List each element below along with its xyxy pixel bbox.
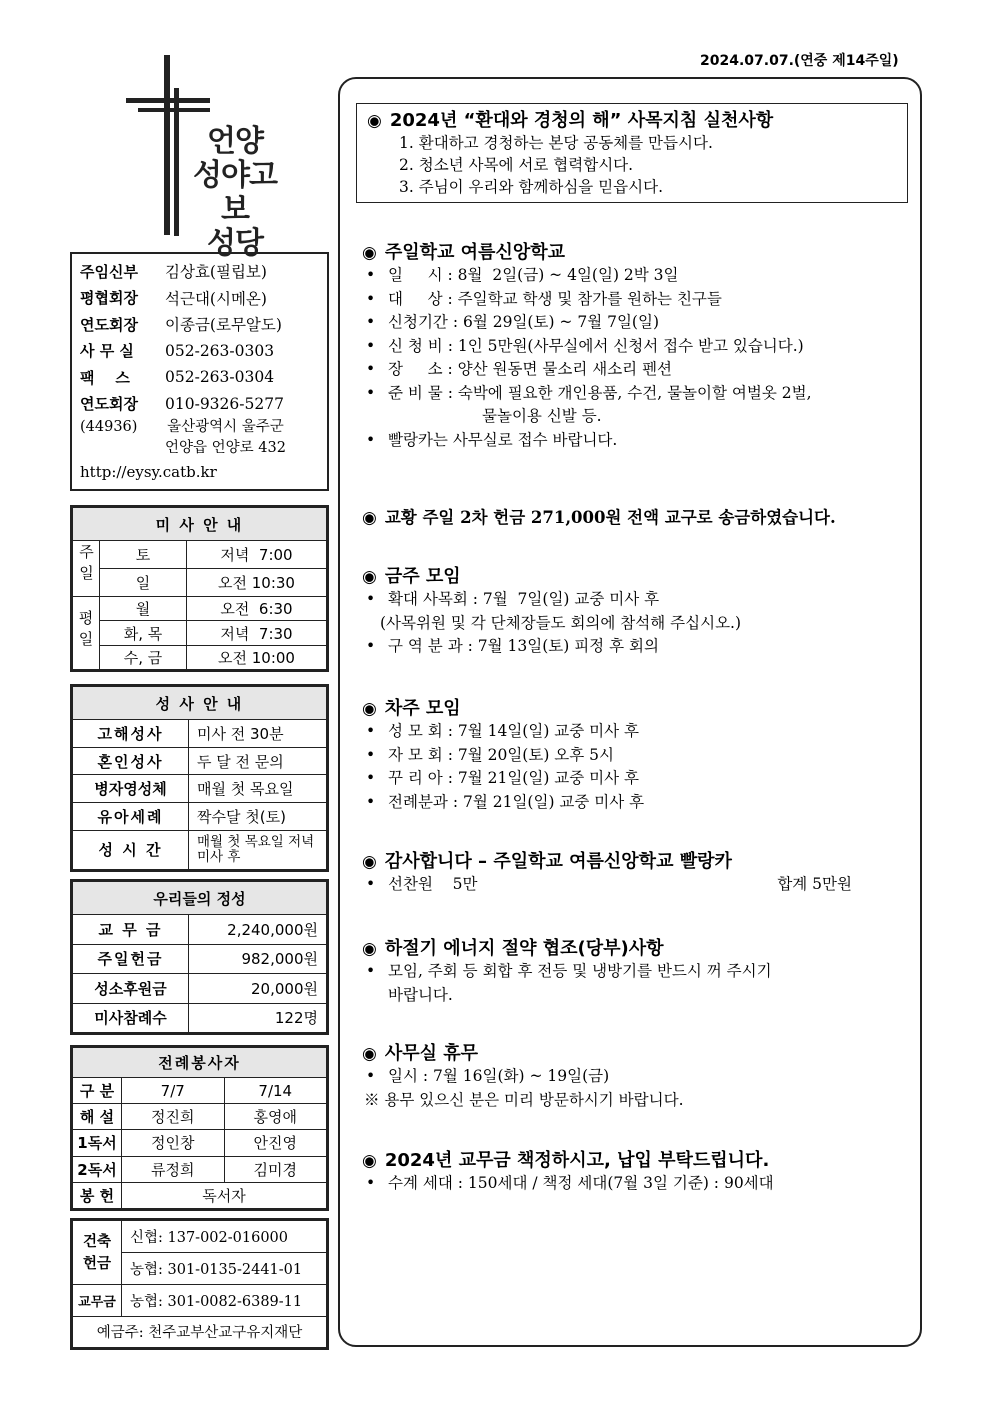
heading-text: 사무실 휴무 [384,1043,479,1064]
list-item: • 수계 세대 : 150세대 / 책정 세대(7월 3일 기준) : 90세대 [366,1174,774,1192]
info-value: 052-263-0303 [165,341,275,360]
gyomu-notice [362,1146,912,1196]
item-text: 선찬원 5만 [388,875,478,893]
mass-time: 저녁 7:00 [187,541,327,569]
sacrament-info: 매월 첫 목요일 [189,775,327,803]
heading-text: 하절기 에너지 절약 협조(당부)사항 [384,938,664,959]
offering-summary [70,879,329,1035]
bullet-icon: ◉ [367,111,382,131]
building-fund-label [73,1221,122,1285]
list-item: • 전례분과 : 7월 21일(일) 교중 미사 후 [366,792,645,811]
info-label: 주임신부 [80,262,138,281]
weekday-label [73,597,100,670]
logo-text [185,125,285,261]
mass-day: 일 [100,569,187,597]
info-row [80,364,319,391]
heading-text: 차주 모임 [384,698,461,719]
church-info [70,252,329,491]
info-label: 평협회장 [80,289,138,308]
servers-head: 7/14 [224,1078,327,1104]
sunday-label [73,541,100,597]
bullet-icon: ◉ [362,699,377,719]
servers-title: 전례봉사자 [73,1048,327,1078]
heading-text: 금주 모임 [384,566,461,587]
next-week-meetings [362,694,912,814]
info-row [80,258,319,285]
weekday-text: 평일 [76,610,95,653]
bullet-icon: ◉ [362,508,377,528]
mass-title: 미 사 안 내 [73,508,327,541]
item-text: 일시 : 7월 16일(화) ~ 19일(금) [388,1067,610,1085]
cross-icon [164,55,170,235]
this-week-meetings [362,562,912,659]
item-text: 대 상 : 주일학교 학생 및 참가를 원하는 친구들 [388,289,722,308]
servers-name: 김미경 [224,1156,327,1182]
sacrament-title: 성 사 안 내 [73,687,327,720]
office-closure [362,1039,912,1112]
servers-name: 정진희 [122,1104,225,1130]
offering-name: 주일헌금 [73,944,189,974]
zip-code: (44936) [80,419,138,435]
item-text: 신청기간 : 6월 29일(토) ~ 7월 7일(일) [388,313,659,331]
bulletin-date: 2024.07.07.(연중 제14주일) [700,53,899,69]
sacrament-name: 혼인성사 [73,747,189,775]
cross-bar-shadow [138,108,210,112]
servers-role: 1독서 [73,1130,122,1156]
servers-role: 봉 헌 [73,1182,122,1208]
servers-role: 해 설 [73,1104,122,1130]
servers-name: 정인창 [122,1130,225,1156]
heading-text: 감사합니다 – 주일학교 여름신앙학교 빨랑카 [384,851,732,872]
mass-time: 저녁 7:30 [187,621,327,645]
list-item: • 대 상 : 주일학교 학생 및 참가를 원하는 친구들 [366,289,722,308]
info-row [80,391,319,418]
mass-schedule [70,505,329,672]
item-text: 성 모 회 : 7월 14일(일) 교중 미사 후 [388,722,640,740]
servers-name: 독서자 [122,1182,327,1208]
offering-title: 우리들의 정성 [73,882,327,915]
heading-text: 2024년 교무금 책정하시고, 납입 부탁드립니다. [384,1150,770,1171]
list-item: • 신청기간 : 6월 29일(토) ~ 7월 7일(일) [366,313,659,331]
heading-text: 2024년 “환대와 경청의 해” 사목지침 실천사항 [389,110,774,131]
list-item: • 빨랑카는 사무실로 접수 바랍니다. [366,430,618,449]
sacrament-name: 고해성사 [73,720,189,748]
sacrament-name: 성 시 간 [73,830,189,869]
servers-head: 구 분 [73,1078,122,1104]
sacrament-info: 두 달 전 문의 [189,747,327,775]
info-label: 연도회장 [80,315,138,334]
website-link[interactable]: http://eysy.catb.kr [80,463,217,481]
item-text: 확대 사목회 : 7월 7일(일) 교중 미사 후 [388,590,660,608]
item-text: 일 시 : 8월 2일(금) ~ 4일(일) 2박 3일 [388,266,679,284]
gyomu-label: 교무금 [73,1285,122,1316]
sacrament-guide [70,684,329,872]
mass-day: 수, 금 [100,645,187,669]
liturgy-servers [70,1045,329,1211]
info-label: 팩 스 [80,368,130,387]
servers-name: 홍영애 [224,1104,327,1130]
energy-saving [362,934,912,1007]
list-item: • 확대 사목회 : 7월 7일(일) 교중 미사 후 [366,590,660,608]
mass-time: 오전 10:30 [187,569,327,597]
bullet-icon: ◉ [362,939,377,959]
section-heading [367,106,897,132]
bullet-icon: ◉ [362,1044,377,1064]
mass-time: 오전 6:30 [187,597,327,621]
section-heading [362,1039,912,1065]
info-value: 052-263-0304 [165,368,275,387]
sacrament-info: 미사 전 30분 [189,720,327,748]
cross-bar [126,98,210,103]
offering-amount: 982,000원 [189,944,327,974]
list-item-continued: 물놀이용 신발 등. [482,407,602,425]
item-text: 신 청 비 : 1인 5만원(사무실에서 신청서 접수 받고 있습니다.) [388,336,804,355]
bullet-icon: ◉ [362,243,377,263]
info-row [80,285,319,312]
item-text: 모임, 주회 등 회합 후 전등 및 냉방기를 반드시 꺼 주시기 [388,962,772,980]
bank-accounts [70,1218,329,1350]
pastoral-guideline [356,103,908,203]
heading-text: 교황 주일 2차 헌금 271,000원 전액 교구로 송금하였습니다. [384,508,836,527]
sacrament-info: 매월 첫 목요일 저녁미사 후 [189,830,327,869]
item-text: 전례분과 : 7월 21일(일) 교중 미사 후 [388,792,645,811]
list-item: 1. 환대하고 경청하는 본당 공동체를 만듭시다. [399,134,713,152]
item-text: 장 소 : 양산 원동면 물소리 새소리 펜션 [388,360,673,378]
section-heading [362,238,912,264]
item-text: 수계 세대 : 150세대 / 책정 세대(7월 3일 기준) : 90세대 [388,1174,774,1192]
list-item: • 일 시 : 8월 2일(금) ~ 4일(일) 2박 3일 [366,266,679,284]
section-heading [362,1146,912,1172]
offering-name: 미사참례수 [73,1003,189,1033]
item-text: 자 모 회 : 7월 20일(토) 오후 5시 [388,745,615,764]
list-item: 3. 주님이 우리와 함께하심을 믿읍시다. [399,178,664,196]
address-line: 언양읍 언양로 432 [165,440,286,456]
servers-head: 7/7 [122,1078,225,1104]
info-row [80,338,319,365]
info-row [80,311,319,338]
donor-line: • 선찬원 5만 [366,875,478,893]
item-text: 준 비 물 : 숙박에 필요한 개인용품, 수건, 물놀이할 여벌옷 2벌, [388,383,812,402]
section-heading [362,562,912,588]
info-label: 사 무 실 [80,342,134,361]
item-text: 구 역 분 과 : 7월 13일(토) 피정 후 회의 [388,637,659,655]
list-item: • 준 비 물 : 숙박에 필요한 개인용품, 수건, 물놀이할 여벌옷 2벌, [366,383,812,402]
bullet-icon: ◉ [362,852,377,872]
logo-line: 성야고보 [193,158,277,227]
list-item: • 장 소 : 양산 원동면 물소리 새소리 펜션 [366,360,673,378]
mass-time: 오전 10:00 [187,645,327,669]
label-line: 헌금 [82,1255,111,1272]
summer-school [362,238,912,452]
servers-name: 안진영 [224,1130,327,1156]
list-item: • 구 역 분 과 : 7월 13일(토) 피정 후 회의 [366,637,659,655]
info-value: 석근대(시메온) [165,289,267,308]
account-holder: 예금주: 천주교부산교구유지재단 [73,1316,327,1347]
offering-amount: 20,000원 [189,974,327,1004]
offering-amount: 122명 [189,1003,327,1033]
list-item: • 꾸 리 아 : 7월 21일(일) 교중 미사 후 [366,769,640,787]
offering-name: 교 무 금 [73,915,189,945]
section-heading [362,694,912,720]
offering-amount: 2,240,000원 [189,915,327,945]
thanks-donation [362,847,912,897]
offering-name: 성소후원금 [73,974,189,1004]
mass-day: 월 [100,597,187,621]
sacrament-info: 짝수달 첫(토) [189,803,327,831]
info-value: 김상효(필립보) [165,263,267,282]
list-note: (사목위원 및 각 단체장들도 회의에 참석해 주십시오.) [380,613,742,632]
donation-total: 합계 5만원 [777,875,852,893]
sunday-text: 주일 [77,543,95,586]
info-label: 연도회장 [80,395,138,414]
papal-collection [362,504,912,528]
list-item: • 신 청 비 : 1인 5만원(사무실에서 신청서 접수 받고 있습니다.) [366,336,804,355]
logo-line: 언양 [207,124,263,159]
list-item: • 일시 : 7월 16일(화) ~ 19일(금) [366,1067,610,1085]
bullet-icon: ◉ [362,567,377,587]
list-item [362,873,912,897]
section-heading [362,847,912,873]
logo-line: 성당 [207,226,263,261]
guideline-list [367,132,897,198]
list-item: • 성 모 회 : 7월 14일(일) 교중 미사 후 [366,722,640,740]
label-line: 건축 [82,1233,111,1250]
account-number: 농협: 301-0135-2441-01 [122,1253,327,1285]
address-line: 울산광역시 울주군 [167,419,284,435]
address [80,417,319,459]
heading-text: 주일학교 여름신앙학교 [384,242,565,263]
servers-name: 류정희 [122,1156,225,1182]
list-item: • 자 모 회 : 7월 20일(토) 오후 5시 [366,745,615,764]
list-item: 2. 청소년 사목에 서로 협력합시다. [399,156,634,174]
section-heading [362,504,912,528]
info-value: 이종금(로무알도) [165,316,282,335]
bullet-icon: ◉ [362,1151,377,1171]
info-value: 010-9326-5277 [165,394,284,413]
section-heading [362,934,912,960]
item-text: 빨랑카는 사무실로 접수 바랍니다. [388,430,618,449]
account-number: 농협: 301-0082-6389-11 [122,1285,327,1316]
servers-role: 2독서 [73,1156,122,1182]
list-item-continued: 바랍니다. [388,985,453,1004]
account-number: 신협: 137-002-016000 [122,1221,327,1253]
mass-day: 화, 목 [100,621,187,645]
list-item: • 모임, 주회 등 회합 후 전등 및 냉방기를 반드시 꺼 주시기 [366,962,772,980]
mass-day: 토 [100,541,187,569]
sacrament-name: 병자영성체 [73,775,189,803]
list-note: ※ 용무 있으신 분은 미리 방문하시기 바랍니다. [364,1090,684,1109]
sacrament-name: 유아세례 [73,803,189,831]
item-text: 꾸 리 아 : 7월 21일(일) 교중 미사 후 [388,769,640,787]
